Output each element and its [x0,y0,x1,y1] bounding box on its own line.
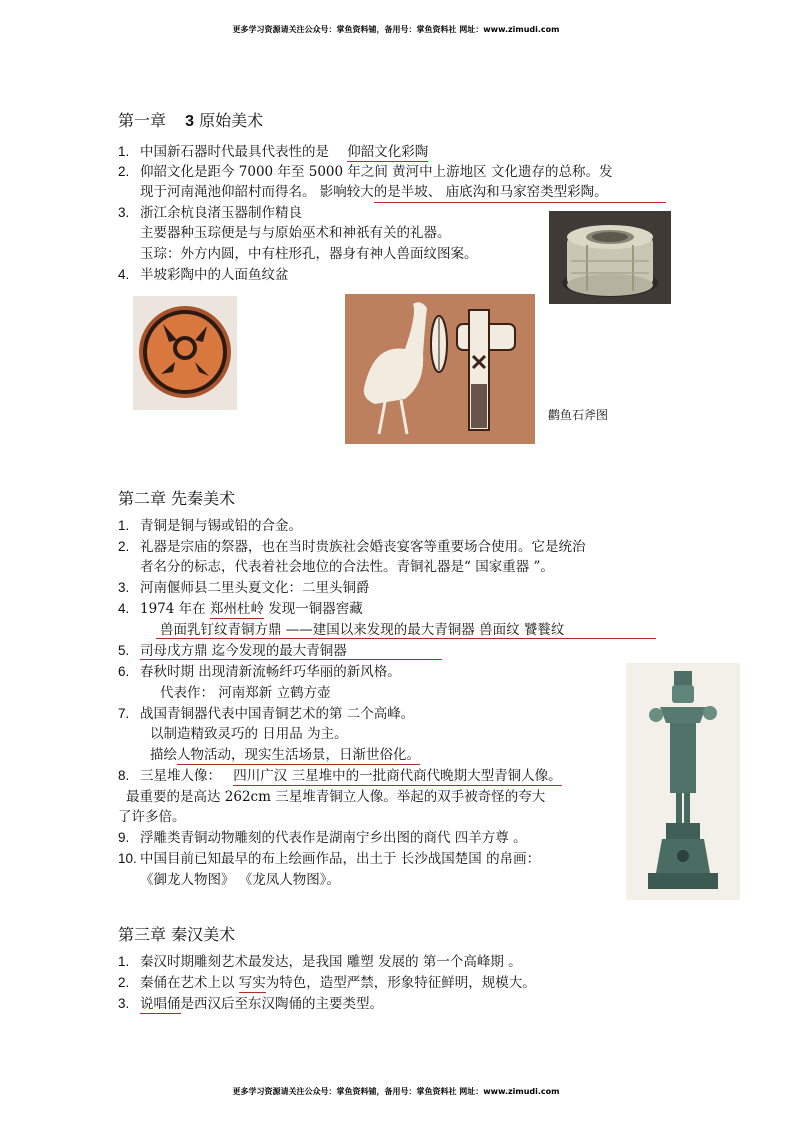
ch1-item-2-num: 2. [118,164,130,179]
stork-fish-axe-image [345,294,535,444]
ch3-item-2-a: 秦俑在艺术上以 [140,975,235,991]
ch2-item-4-num: 4. [118,601,130,616]
ch1-item-2 [118,163,612,181]
ch1-item-3-text: 浙江余杭良渚玉器制作精良 [140,205,302,221]
ch2-item-10-cont: 《御龙人物图》 《龙凤人物图》。 [140,872,341,888]
ch2-item-8-num: 8. [118,768,130,783]
ch1-item-3-cont-2: 玉琮：外方内圆，中有柱形孔，器身有神人兽面纹图案。 [140,246,478,262]
ch2-item-8-a: 三星堆人像： [140,768,221,784]
ch2-item-9-text: 浮雕类青铜动物雕刻的代表作是湖南宁乡出图的商代 四羊方尊 。 [140,830,527,846]
ch2-item-9-num: 9. [118,830,130,845]
ch2-item-2-cont: 者名分的标志，代表着社会地位的合法性。青铜礼器是“ 国家重器 ”。 [140,559,554,575]
ch1-item-3 [118,204,302,222]
ch2-item-7-cont-1: 以制造精致灵巧的 日用品 为主。 [150,726,348,742]
ch2-item-5-underline [140,659,442,660]
ch3-item-1 [118,953,522,971]
chapter-1-title [118,108,263,131]
ch2-item-10-text: 中国目前已知最早的布上绘画作品，出土于 长沙战国楚国 的帛画： [140,851,541,867]
ch3-item-3-num: 3. [118,996,130,1011]
ch1-item-1 [118,143,428,161]
ch2-item-6 [118,663,401,681]
ch2-item-4-underline [156,638,656,639]
ch2-item-3-num: 3. [118,580,130,595]
ch2-item-4 [118,600,363,618]
ch2-item-7 [118,705,414,723]
ch2-item-3 [118,579,370,597]
ch2-item-8-cont: 最重要的是高达 262cm 三星堆青铜立人像。举起的双手被奇怪的夸大 [126,789,546,805]
ch1-item-3-cont-1: 主要器种玉琮便是与与原始巫术和神祇有关的礼器。 [140,225,451,241]
ch2-item-10-num: 10. [118,851,137,866]
ch2-item-6-text: 春秋时期 出现清新流畅纤巧华丽的新风格。 [140,664,401,680]
ch3-item-1-num: 1. [118,954,130,969]
page-header: 更多学习资源请关注公众号：掌鱼资料铺，备用号：掌鱼资料社 网址：www.zimudi.com [232,25,560,34]
ch2-item-2-text: 礼器是宗庙的祭器，也在当时贵族社会婚丧宴客等重要场合使用。它是统治 [140,539,586,555]
ch1-item-3-num: 3. [118,205,130,220]
ch2-item-5 [118,642,347,660]
ch3-item-2-num: 2. [118,975,130,990]
ch3-item-1-text: 秦汉时期雕刻艺术最发达，是我国 雕塑 发展的 第一个高峰期 。 [140,954,522,970]
ch2-item-4-underlined: 郑州杜岭 [209,601,264,617]
ch2-item-5-num: 5. [118,643,130,658]
ch2-item-1-text: 青铜是铜与锡或铅的合金。 [140,518,302,534]
ch2-item-9 [118,829,527,847]
painted-basin-image [133,296,237,410]
bronze-figure-image [626,663,740,900]
ch2-item-7-text: 战国青铜器代表中国青铜艺术的第 二个高峰。 [140,706,415,722]
chapter-1-title-a: 第一章 [118,111,167,130]
ch3-item-2-underlined: 写实 [238,975,266,991]
ch1-item-2-cont: 现于河南渑池仰韶村而得名。 影响较大的是半坡、 庙底沟和马家窑类型彩陶。 [140,184,608,200]
stork-fish-axe-caption: 鹳鱼石斧图 [548,408,609,422]
ch2-item-7-cont-2 [150,746,420,764]
ch1-item-4-num: 4. [118,267,130,282]
ch3-item-3-underlined: 说唱俑 [140,996,181,1012]
jade-cong-image [549,211,671,304]
ch3-item-2-b: 为特色，造型严禁，形象特征鲜明，规模大。 [265,975,536,991]
ch1-item-2-underline [374,202,666,203]
ch2-item-1-num: 1. [118,518,130,533]
ch2-item-7-cont-2a: 描绘 [150,747,177,763]
ch3-item-3 [118,995,383,1013]
ch2-item-4-a: 1974 年在 [140,601,206,617]
chapter-3-title: 第三章 秦汉美术 [118,925,236,944]
ch2-item-7-num: 7. [118,706,130,721]
chapter-1-title-b: 原始美术 [199,111,264,130]
chapter-1-title-num: 3 [185,113,195,130]
ch2-item-2-num: 2. [118,539,130,554]
chapter-2-title: 第二章 先秦美术 [118,489,236,508]
ch2-item-10 [118,850,540,868]
ch1-item-2-text: 仰韶文化是距今 7000 年至 5000 年之间 黄河中上游地区 文化遗存的总称。发 [140,164,613,180]
ch2-item-2 [118,538,586,556]
ch2-item-8-underlined: 四川广汉 三星堆中的一批商代商代晚期大型青铜人像。 [233,768,562,784]
ch2-item-1 [118,517,302,535]
ch1-item-1-text: 中国新石器时代最具代表性的是 [140,144,329,160]
page-footer: 更多学习资源请关注公众号：掌鱼资料铺，备用号：掌鱼资料社 网址：www.zimudi.com [232,1087,560,1096]
ch1-item-1-num: 1. [118,144,130,159]
ch1-item-1-underlined: 仰韶文化彩陶 [347,144,429,160]
ch2-item-6-cont: 代表作： 河南郑新 立鹤方壶 [160,685,331,701]
ch3-item-2 [118,974,536,992]
ch2-item-3-text: 河南偃师县二里头夏文化：二里头铜爵 [140,580,370,596]
ch2-item-4-b: 发现一铜器窖藏 [268,601,363,617]
ch2-item-5-text: 司母戊方鼎 迄今发现的最大青铜器 [140,643,347,659]
ch2-item-8-cont-2: 了许多倍。 [118,809,186,825]
ch2-item-8 [118,767,562,785]
ch2-item-7-cont-2-underlined: 人物活动，现实生活场景，日渐世俗化。 [177,747,420,763]
ch1-item-4 [118,266,289,284]
ch2-item-4-cont: 兽面乳钉纹青铜方鼎 ——建国以来发现的最大青铜器 兽面纹 饕餮纹 [160,622,565,638]
ch1-item-4-text: 半坡彩陶中的人面鱼纹盆 [140,267,289,283]
ch2-item-6-num: 6. [118,664,130,679]
ch3-item-3-b: 是西汉后至东汉陶俑的主要类型。 [180,996,383,1012]
